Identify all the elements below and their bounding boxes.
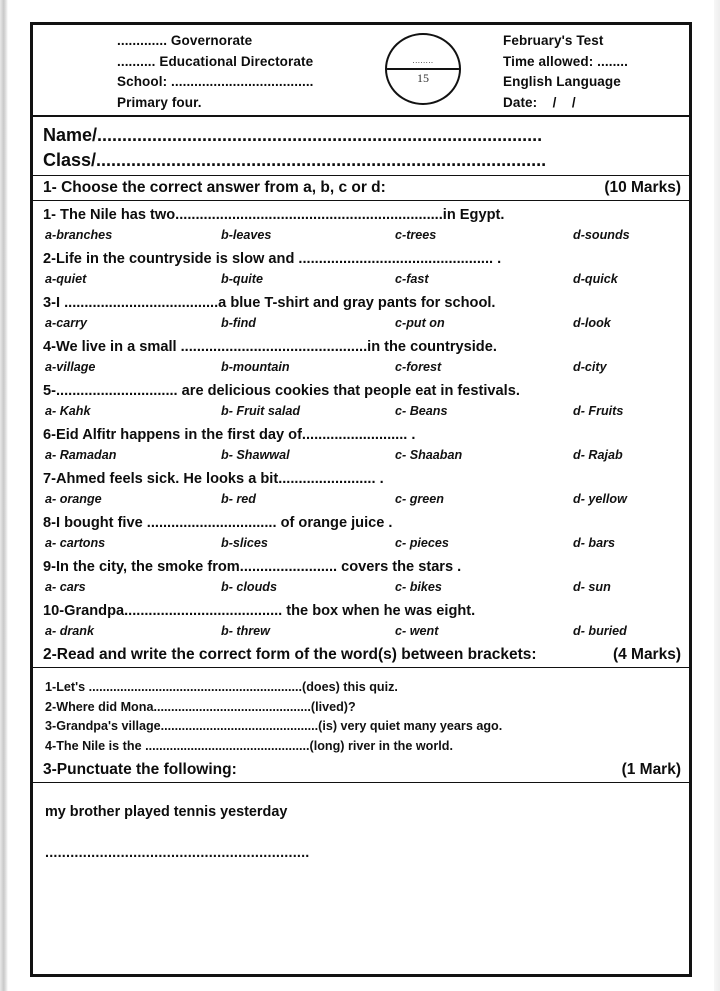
- class-field-line[interactable]: Class/..........................................................................................: [43, 150, 547, 170]
- option-c[interactable]: c- pieces: [395, 536, 449, 550]
- question-options: [33, 270, 689, 291]
- option-c[interactable]: c- Beans: [395, 404, 448, 418]
- option-b[interactable]: b-quite: [221, 272, 263, 286]
- question-options: [33, 446, 689, 467]
- option-a[interactable]: a- Ramadan: [45, 448, 117, 462]
- question-stem: 7-Ahmed feels sick. He looks a bit........................ .: [43, 471, 384, 487]
- student-info-box: [33, 117, 689, 176]
- option-c[interactable]: c- went: [395, 624, 439, 638]
- date-line: Date: / /: [503, 94, 576, 110]
- option-d[interactable]: d- bars: [573, 536, 615, 550]
- option-d[interactable]: d-quick: [573, 272, 618, 286]
- option-d[interactable]: d-city: [573, 360, 607, 374]
- option-c[interactable]: c-put on: [395, 316, 445, 330]
- option-d[interactable]: d-sounds: [573, 228, 630, 242]
- option-a[interactable]: a- drank: [45, 624, 94, 638]
- exam-header: [33, 25, 689, 117]
- question-stem: 1- The Nile has two..................................................................in Egypt.: [43, 207, 505, 223]
- question-stem: 3-I ......................................a blue T-shirt and gray pants for school.: [43, 295, 496, 311]
- section-1-title: 1- Choose the correct answer from a, b, c or d:: [43, 179, 386, 196]
- option-d[interactable]: d- Fruits: [573, 404, 624, 418]
- section-3-header: [33, 758, 689, 783]
- school-seal-circle: [385, 33, 461, 105]
- section-3-marks: (1 Mark): [621, 761, 681, 778]
- seal-divider-line: [385, 68, 461, 70]
- question-stem: 10-Grandpa....................................... the box when he was eight.: [43, 603, 476, 619]
- scan-edge-left: [0, 0, 8, 991]
- bracket-question-line[interactable]: 4-The Nile is the ...............................................(long) river in the world.: [45, 738, 453, 753]
- governorate-line: ............. Governorate: [117, 33, 253, 48]
- header-left-column: [117, 31, 417, 113]
- option-a[interactable]: a-carry: [45, 316, 88, 330]
- option-d[interactable]: d- sun: [573, 580, 611, 594]
- option-c[interactable]: c-trees: [395, 228, 437, 242]
- section-1-header: [33, 176, 689, 201]
- option-b[interactable]: b- red: [221, 492, 256, 506]
- directorate-line: .......... Educational Directorate: [117, 53, 314, 69]
- option-b[interactable]: b-find: [221, 316, 256, 330]
- question-options: [33, 314, 689, 335]
- option-b[interactable]: b- threw: [221, 624, 270, 638]
- school-line: School: .....................................: [117, 74, 314, 89]
- question-stem: 4-We live in a small ..............................................in the countryside.: [43, 339, 497, 355]
- option-a[interactable]: a- Kahk: [45, 404, 91, 418]
- option-d[interactable]: d- yellow: [573, 492, 627, 506]
- section-2-body: [33, 668, 689, 758]
- time-allowed-line: Time allowed: ........: [503, 53, 628, 69]
- seal-number: 15: [417, 71, 429, 85]
- option-b[interactable]: b- Shawwal: [221, 448, 290, 462]
- question-stem: 2-Life in the countryside is slow and ................................................ .: [43, 251, 502, 267]
- option-b[interactable]: b-slices: [221, 536, 268, 550]
- question-options: [33, 358, 689, 379]
- option-c[interactable]: c- Shaaban: [395, 448, 463, 462]
- option-a[interactable]: a- orange: [45, 492, 102, 506]
- option-a[interactable]: a- cartons: [45, 536, 106, 550]
- section-2-title: 2-Read and write the correct form of the word(s) between brackets:: [43, 646, 537, 663]
- option-b[interactable]: b- clouds: [221, 580, 277, 594]
- grade-line: Primary four.: [117, 94, 202, 110]
- section-2-marks: (4 Marks): [612, 646, 681, 663]
- section-1-marks: (10 Marks): [604, 179, 681, 196]
- option-b[interactable]: b-leaves: [221, 228, 272, 242]
- option-a[interactable]: a-village: [45, 360, 96, 374]
- question-options: [33, 578, 689, 599]
- question-stem: 5-.............................. are delicious cookies that people eat in festivals.: [43, 383, 520, 399]
- option-a[interactable]: a-quiet: [45, 272, 87, 286]
- question-options: [33, 622, 689, 643]
- option-a[interactable]: a-branches: [45, 228, 113, 242]
- option-a[interactable]: a- cars: [45, 580, 86, 594]
- option-c[interactable]: c-fast: [395, 272, 429, 286]
- question-stem: 6-Eid Alfitr happens in the first day of.......................... .: [43, 427, 416, 443]
- option-b[interactable]: b- Fruit salad: [221, 404, 301, 418]
- question-stem: 8-I bought five ................................ of orange juice .: [43, 515, 393, 531]
- question-options: [33, 490, 689, 511]
- exam-sheet-frame: [30, 22, 692, 977]
- option-c[interactable]: c-forest: [395, 360, 442, 374]
- bracket-question-line[interactable]: 3-Grandpa's village.............................................(is) very quiet many years ago.: [45, 719, 503, 733]
- punctuate-sentence: my brother played tennis yesterday: [45, 804, 288, 820]
- option-b[interactable]: b-mountain: [221, 360, 290, 374]
- name-field-line[interactable]: Name/.........................................................................................: [43, 125, 543, 145]
- option-c[interactable]: c- bikes: [395, 580, 442, 594]
- question-options: [33, 226, 689, 247]
- option-d[interactable]: d- buried: [573, 624, 627, 638]
- bracket-question-line[interactable]: 2-Where did Mona.............................................(lived)?: [45, 699, 356, 714]
- seal-dots: ........: [412, 56, 434, 65]
- section-3-body: [33, 783, 689, 861]
- section-2-header: [33, 643, 689, 668]
- option-c[interactable]: c- green: [395, 492, 444, 506]
- option-d[interactable]: d- Rajab: [573, 448, 623, 462]
- question-options: [33, 534, 689, 555]
- punctuate-answer-line[interactable]: ...............................................................: [45, 845, 310, 861]
- subject-line: English Language: [503, 74, 621, 89]
- section-1-body: [33, 201, 689, 643]
- option-d[interactable]: d-look: [573, 316, 611, 330]
- scan-edge-right: [714, 0, 720, 991]
- header-right-column: [503, 31, 703, 113]
- section-3-title: 3-Punctuate the following:: [43, 761, 237, 778]
- test-name-line: February's Test: [503, 33, 604, 48]
- question-options: [33, 402, 689, 423]
- question-stem: 9-In the city, the smoke from........................ covers the stars .: [43, 559, 462, 575]
- bracket-question-line[interactable]: 1-Let's .............................................................(does) this quiz.: [45, 680, 398, 694]
